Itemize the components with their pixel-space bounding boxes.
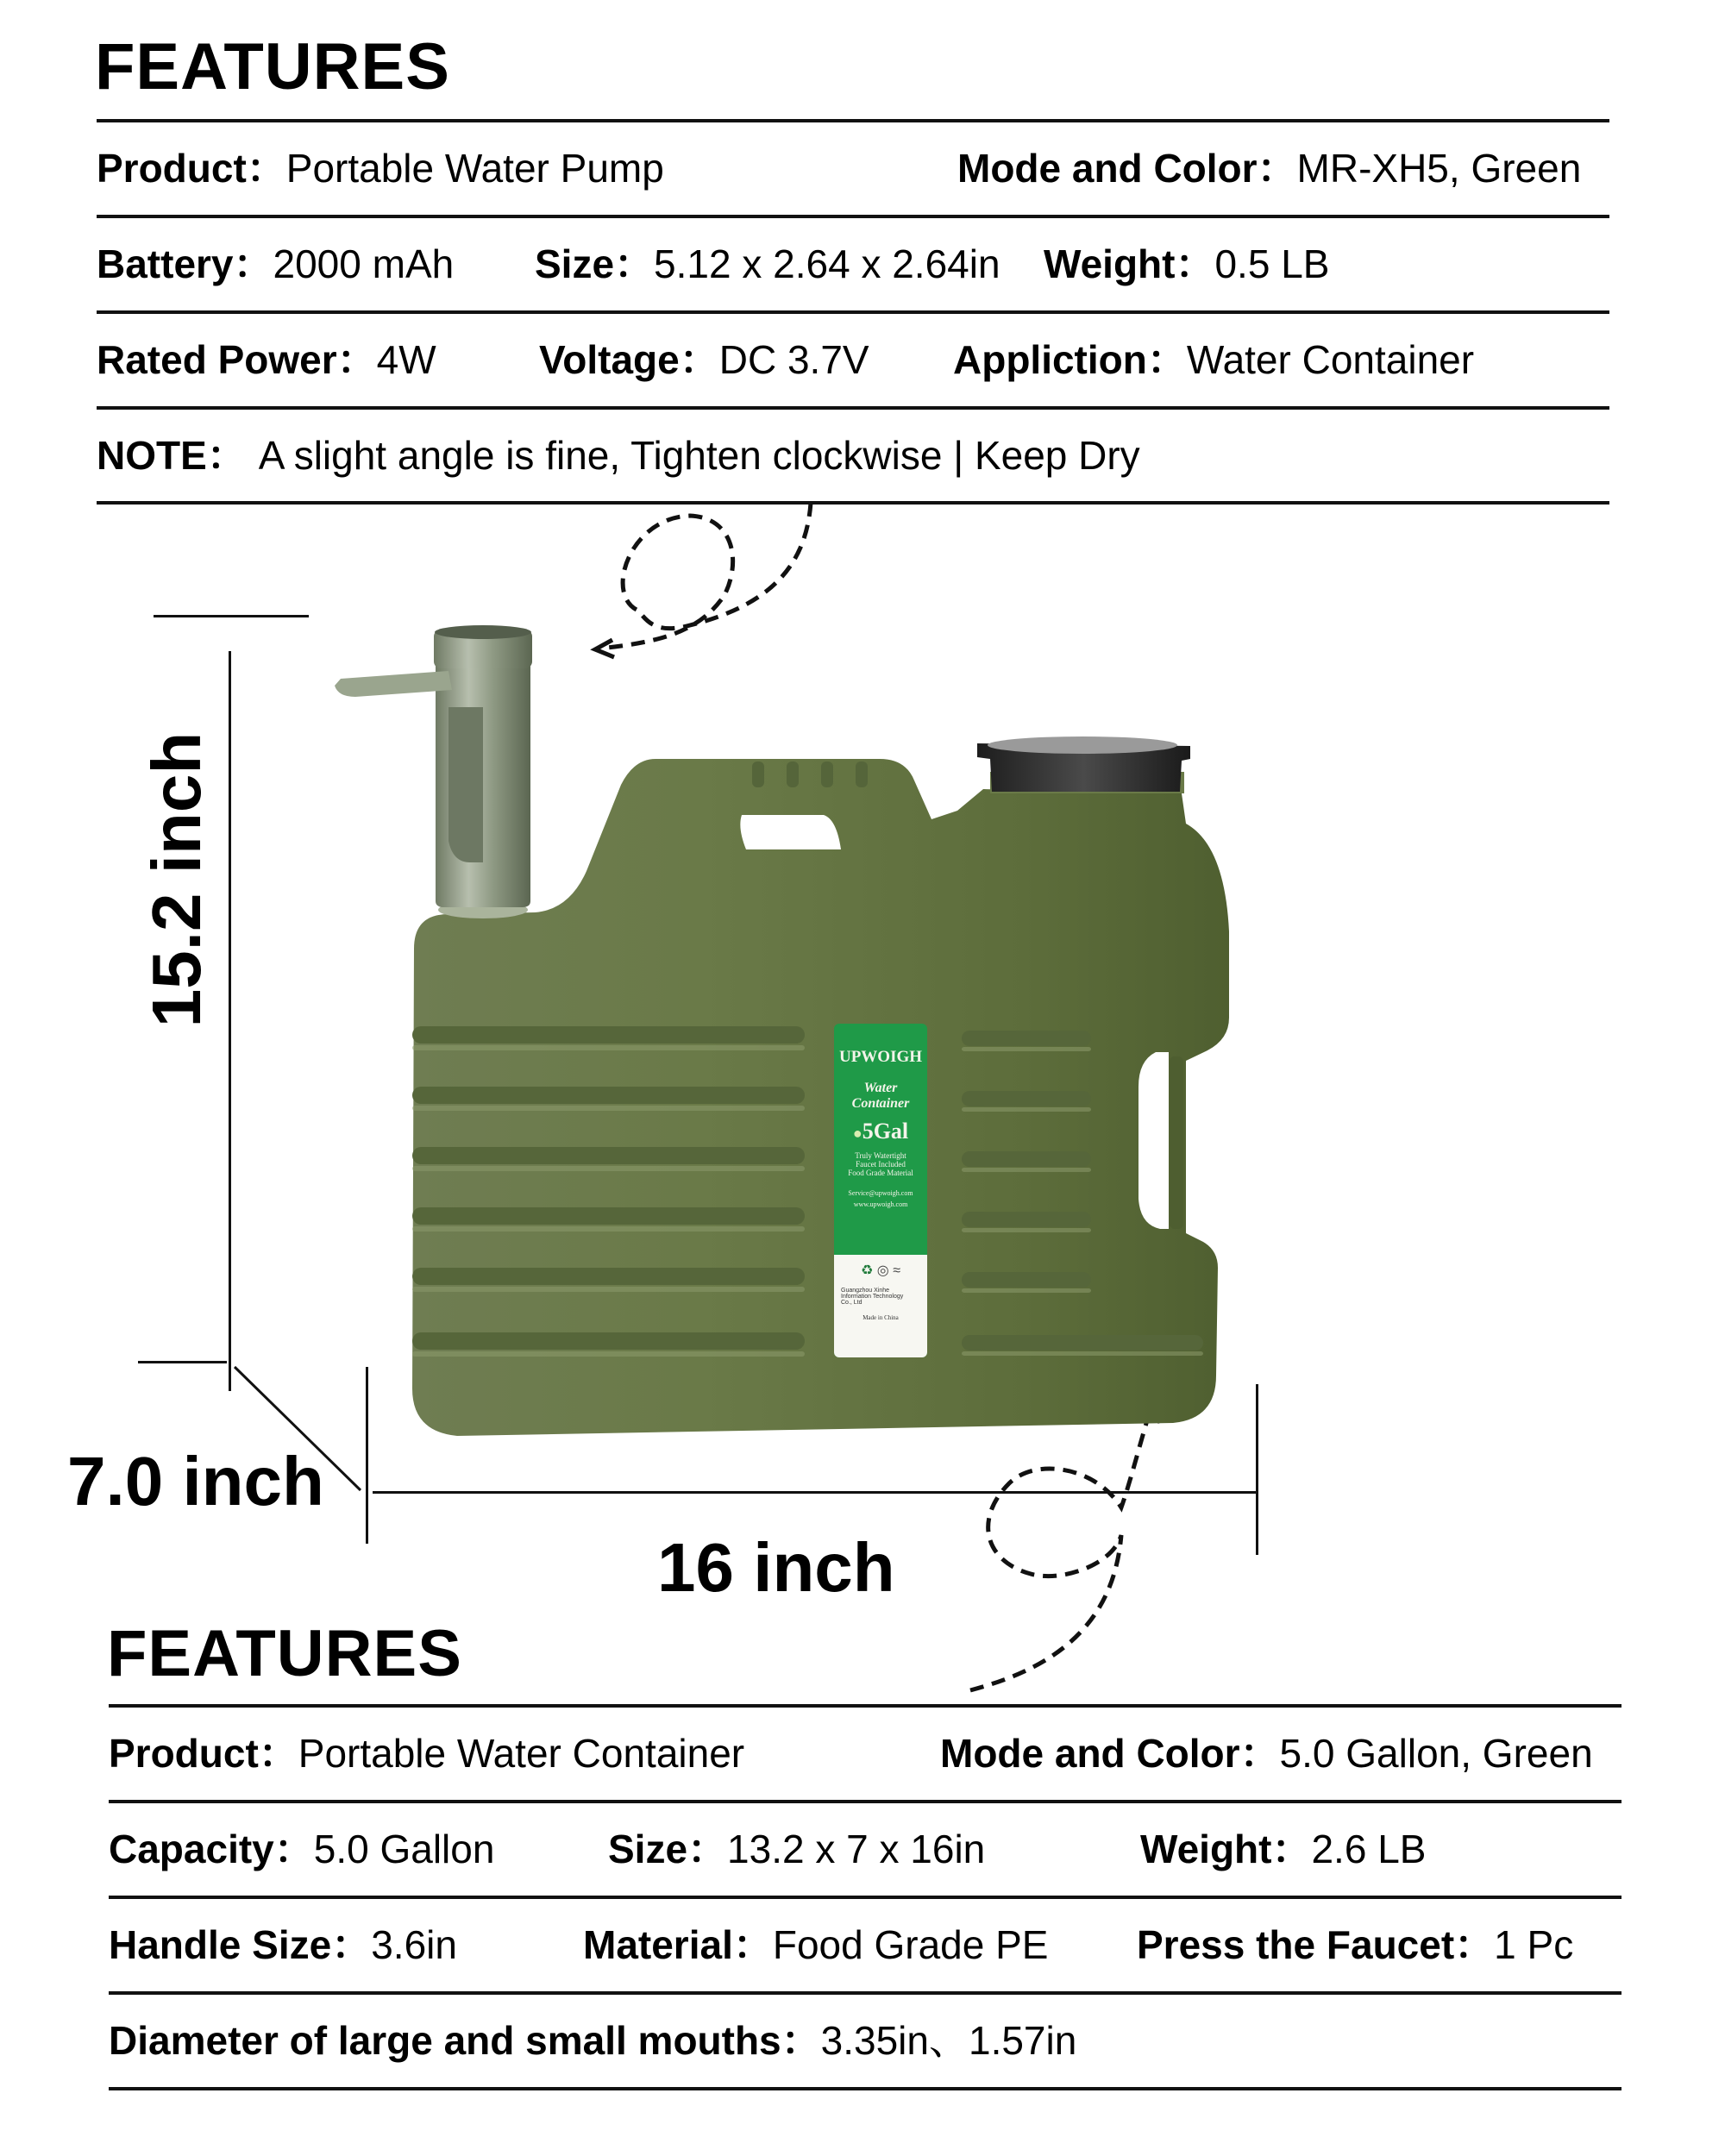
spec-label: Diameter of large and small mouths：	[109, 2018, 821, 2063]
pump-spout	[335, 671, 452, 697]
spec-label: Rated Power：	[97, 337, 377, 382]
label-manufacturer: Information Technology	[841, 1294, 904, 1300]
spec-value: A slight angle is fine, Tighten clockwise | Keep Dry	[258, 433, 1140, 478]
spec-label: Capacity：	[109, 1827, 314, 1871]
spec-label: Weight：	[1140, 1827, 1312, 1871]
width-label: 16 inch	[657, 1529, 895, 1606]
water-icon: ≈	[893, 1263, 900, 1278]
spec-label: Size：	[608, 1827, 728, 1871]
spec-label: Weight：	[1044, 241, 1215, 286]
label-feature: Faucet Included	[856, 1160, 906, 1169]
spec-value: Food Grade PE	[772, 1922, 1049, 1967]
label-brand: UPWOIGH	[838, 1048, 923, 1066]
spec-label: Mode and Color：	[957, 146, 1297, 191]
spec-value: MR-XH5, Green	[1296, 146, 1582, 191]
pump-features-heading: FEATURES	[95, 30, 450, 103]
divider	[109, 2087, 1622, 2090]
spec-value: 13.2 x 7 x 16in	[727, 1827, 986, 1871]
spec-value: 3.6in	[371, 1922, 457, 1967]
label-manufacturer: Guangzhou Xinhe	[841, 1288, 890, 1294]
container-features-heading: FEATURES	[107, 1617, 462, 1690]
label-feature: Food Grade Material	[848, 1169, 913, 1177]
spec-capacity	[109, 1829, 494, 1869]
food-safe-icon: ◎	[876, 1263, 889, 1278]
spec-value: 5.0 Gallon, Green	[1279, 1731, 1593, 1776]
depth-label: 7.0 inch	[67, 1443, 324, 1520]
divider	[109, 1991, 1622, 1995]
spec-label: NOTE：	[97, 433, 247, 478]
spec-weight	[1140, 1829, 1426, 1869]
spec-value: Water Container	[1186, 337, 1475, 382]
spec-label: Voltage：	[539, 337, 719, 382]
spec-label: Size：	[535, 241, 655, 286]
spec-label: Press the Faucet：	[1137, 1922, 1495, 1967]
spec-value: Portable Water Pump	[285, 146, 664, 191]
spec-handle-size	[109, 1922, 457, 1967]
spec-value: 1 Pc	[1494, 1922, 1574, 1967]
spec-label: Appliction：	[953, 337, 1187, 382]
spec-label: Product：	[97, 146, 286, 191]
spec-label: Battery：	[97, 241, 273, 286]
divider	[109, 1800, 1622, 1803]
product-label-sticker	[834, 1024, 927, 1357]
spec-size	[608, 1829, 985, 1869]
label-line1: Water	[863, 1081, 898, 1095]
label-website: www.upwoigh.com	[853, 1200, 908, 1208]
label-email: Service@upwoigh.com	[848, 1189, 913, 1197]
spec-mode-color	[940, 1731, 1593, 1776]
label-manufacturer: Co., Ltd	[841, 1300, 862, 1306]
label-line2: Container	[851, 1096, 910, 1111]
droplet-icon: ●	[852, 1125, 862, 1142]
label-icons	[834, 1262, 927, 1279]
label-lower-panel	[834, 1255, 927, 1357]
label-feature: Truly Watertight	[855, 1151, 906, 1160]
spec-label: Material：	[583, 1922, 773, 1967]
spec-mouth-diameter	[109, 2018, 1077, 2063]
spec-label: Handle Size：	[109, 1922, 372, 1967]
divider	[109, 1896, 1622, 1899]
spec-value: 5.0 Gallon	[313, 1827, 495, 1871]
label-origin: Made in China	[862, 1314, 899, 1321]
recycle-icon: ♻	[861, 1263, 874, 1278]
spec-value: 2.6 LB	[1311, 1827, 1427, 1871]
spec-value: 0.5 LB	[1214, 241, 1330, 286]
spec-value: 5.12 x 2.64 x 2.64in	[654, 241, 1000, 286]
spec-label: Mode and Color：	[940, 1731, 1280, 1776]
height-label: 15.2 inch	[138, 731, 215, 1028]
spec-value: 3.35in、1.57in	[820, 2018, 1077, 2063]
spec-value: Portable Water Container	[298, 1731, 745, 1776]
spec-value: 2000 mAh	[273, 241, 455, 286]
spec-faucet	[1137, 1922, 1574, 1967]
spec-value: 4W	[376, 337, 436, 382]
spec-label: Product：	[109, 1731, 298, 1776]
label-capacity: ●5Gal	[852, 1119, 909, 1144]
spec-material	[583, 1922, 1049, 1967]
divider	[109, 1704, 1622, 1708]
spec-product	[109, 1731, 745, 1776]
spec-value: DC 3.7V	[718, 337, 869, 382]
